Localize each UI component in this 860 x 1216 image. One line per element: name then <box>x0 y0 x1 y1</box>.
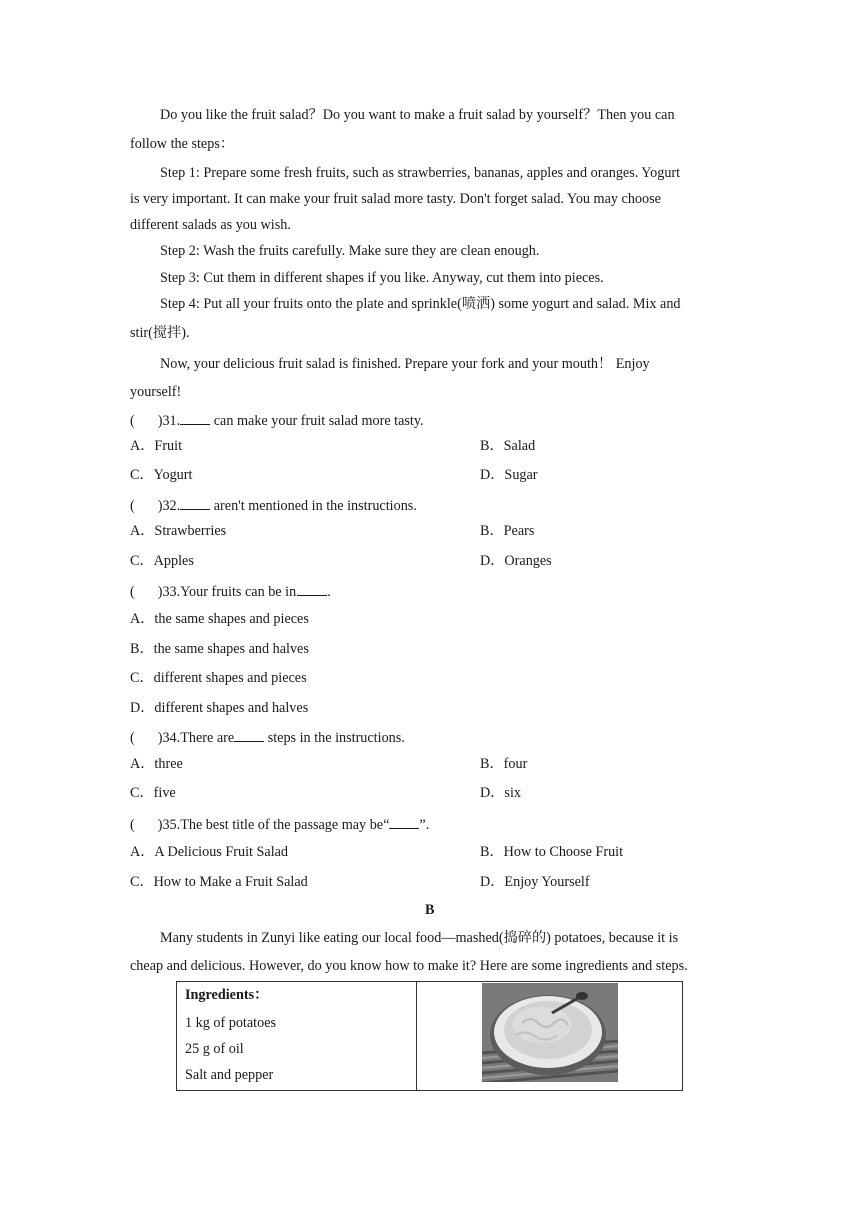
q32-option-a: A．Strawberries <box>130 523 227 539</box>
answer-blank <box>180 497 210 510</box>
q35-option-c: C．How to Make a Fruit Salad <box>130 874 308 890</box>
question-32 <box>130 497 417 513</box>
question-text: steps in the instructions. <box>264 730 405 746</box>
outro-line-2: yourself! <box>130 384 182 400</box>
section-b-heading: B <box>425 902 435 918</box>
mashed-potatoes-photo <box>482 983 618 1082</box>
q35-option-a: A．A Delicious Fruit Salad <box>130 844 289 860</box>
question-number: )31. <box>157 413 181 429</box>
q33-option-d: D．different shapes and halves <box>130 700 309 716</box>
question-text: can make your fruit salad more tasty. <box>210 413 424 429</box>
question-text: . <box>327 584 331 600</box>
q31-option-c: C．Yogurt <box>130 467 193 483</box>
step1-line-3: different salads as you wish. <box>130 217 291 233</box>
ingredient-item: 25 g of oil <box>185 1041 244 1057</box>
step1-line-2: is very important. It can make your fruit salad more tasty. Don't forget salad. You may choose <box>130 191 661 207</box>
question-text: aren't mentioned in the instructions. <box>210 498 417 514</box>
section-b-intro-line-1: Many students in Zunyi like eating our local food—mashed(捣碎的) potatoes, because it is <box>160 930 679 946</box>
step2-line: Step 2: Wash the fruits carefully. Make sure they are clean enough. <box>160 243 540 259</box>
question-text: ”. <box>419 817 430 833</box>
ingredients-title: Ingredients： <box>185 987 269 1003</box>
step4-line-1: Step 4: Put all your fruits onto the plate and sprinkle(喷洒) some yogurt and salad. Mix and <box>160 296 681 312</box>
section-b-intro-line-2: cheap and delicious. However, do you know how to make it? Here are some ingredients and steps. <box>130 958 688 974</box>
step1-line-1: Step 1: Prepare some fresh fruits, such as strawberries, bananas, apples and oranges. Yogurt <box>160 165 681 181</box>
q35-option-b: B．How to Choose Fruit <box>480 844 624 860</box>
ingredient-item: 1 kg of potatoes <box>185 1015 277 1031</box>
q31-option-d: D．Sugar <box>480 467 538 483</box>
question-number: )33.Your fruits can be in <box>157 584 297 600</box>
answer-blank <box>234 729 264 742</box>
ingredient-item: Salt and pepper <box>185 1067 274 1083</box>
answer-blank <box>297 583 327 596</box>
q34-option-b: B．four <box>480 756 528 772</box>
answer-paren: ( <box>130 730 135 746</box>
q34-option-c: C．five <box>130 785 176 801</box>
answer-paren: ( <box>130 413 135 429</box>
step4-line-2: stir(搅拌). <box>130 325 190 341</box>
answer-paren: ( <box>130 498 135 514</box>
q32-option-c: C．Apples <box>130 553 194 569</box>
answer-paren: ( <box>130 817 135 833</box>
intro-line-1: Do you like the fruit salad？Do you want to make a fruit salad by yourself？Then you can <box>160 107 675 123</box>
question-number: )35.The best title of the passage may be“ <box>157 817 390 833</box>
step3-line: Step 3: Cut them in different shapes if you like. Anyway, cut them into pieces. <box>160 270 604 286</box>
intro-line-2: follow the steps： <box>130 136 235 152</box>
q32-option-d: D．Oranges <box>480 553 552 569</box>
q31-option-b: B．Salad <box>480 438 536 454</box>
question-34 <box>130 729 405 745</box>
question-35 <box>130 816 429 832</box>
question-number: )32. <box>157 498 181 514</box>
q32-option-b: B．Pears <box>480 523 535 539</box>
q33-option-a: A．the same shapes and pieces <box>130 611 309 627</box>
question-31 <box>130 412 424 428</box>
answer-blank <box>180 412 210 425</box>
answer-blank <box>389 816 419 829</box>
answer-paren: ( <box>130 584 135 600</box>
photo-cell <box>417 982 683 1091</box>
q35-option-d: D．Enjoy Yourself <box>480 874 590 890</box>
q33-option-b: B．the same shapes and halves <box>130 641 309 657</box>
ingredients-cell <box>177 982 417 1091</box>
question-number: )34.There are <box>157 730 235 746</box>
q31-option-a: A．Fruit <box>130 438 183 454</box>
q34-option-a: A．three <box>130 756 183 772</box>
outro-line-1: Now, your delicious fruit salad is finished. Prepare your fork and your mouth！ Enjoy <box>160 356 650 372</box>
q33-option-c: C．different shapes and pieces <box>130 670 307 686</box>
q34-option-d: D．six <box>480 785 521 801</box>
ingredients-table <box>176 981 683 1091</box>
question-33 <box>130 583 331 599</box>
